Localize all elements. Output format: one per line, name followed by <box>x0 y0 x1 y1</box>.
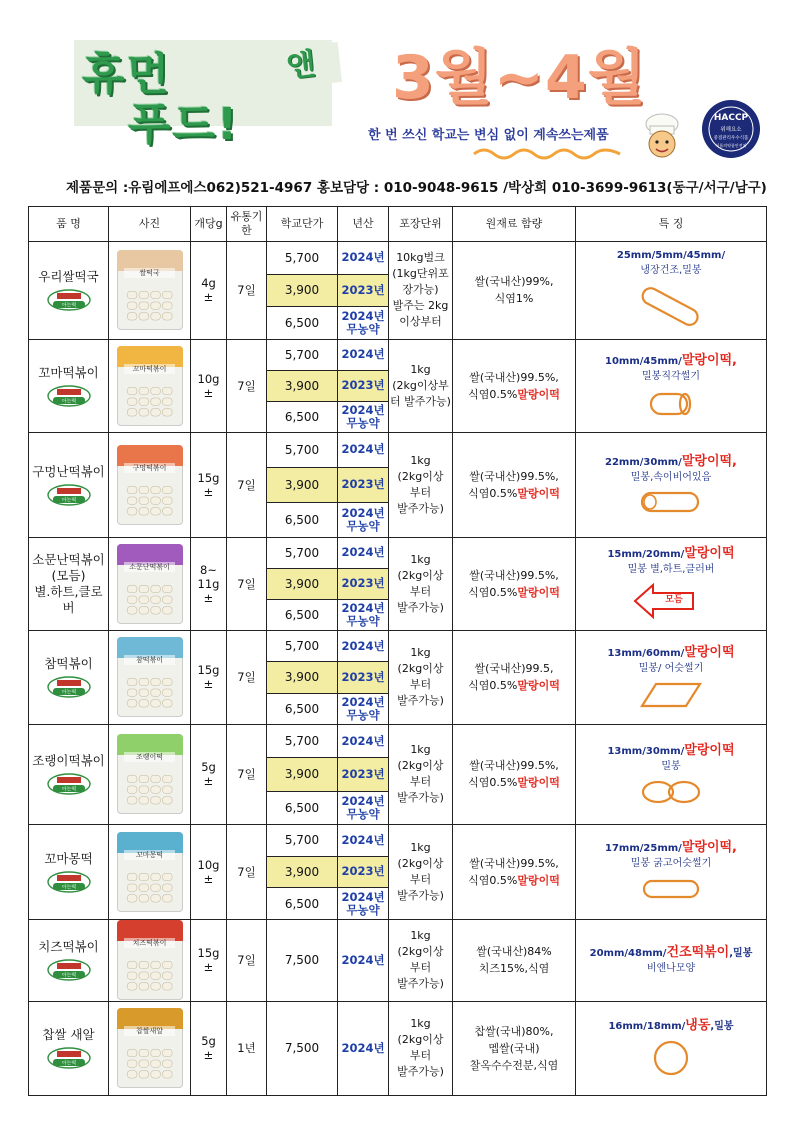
feature-note: 밀봉 별,하트,클러버 <box>627 564 715 576</box>
col-photo: 사진 <box>109 207 191 242</box>
harvest-year: 2024년 <box>338 630 389 661</box>
product-name: 치즈떡볶이 <box>38 939 99 955</box>
feature-spec: 16mm/18mm/냉동,밀봉 <box>608 1018 734 1034</box>
certification-badge <box>47 289 91 311</box>
bag-label: 소문난떡볶이 <box>124 562 174 572</box>
product-photo-cell <box>109 919 191 1001</box>
certification-badge <box>47 871 91 893</box>
feature-note: 밀봉,속이비어있음 <box>630 472 712 484</box>
product-name: 꼬마떡볶이 <box>38 364 99 380</box>
ingredients: 쌀(국내산)99.5%, 식염0.5%말랑이떡 <box>453 824 576 919</box>
feature-note: 밀봉/ 어슷썰기 <box>638 662 704 674</box>
school-price: 6,500 <box>267 599 338 630</box>
product-name-cell <box>29 432 109 537</box>
product-name: 찹쌀 새알 <box>42 1027 95 1043</box>
table-row <box>29 630 767 661</box>
features <box>576 242 767 340</box>
product-photo <box>117 920 183 1000</box>
feature-highlight: 말랑이떡 <box>684 742 735 758</box>
ingredients: 찹쌀(국내)80%, 멥쌀(국내) 찰옥수수전분,식염 <box>453 1001 576 1095</box>
bag-label: 참떡볶이 <box>124 655 174 665</box>
product-name-cell <box>29 1001 109 1095</box>
school-price: 3,900 <box>267 568 338 599</box>
harvest-year: 2024년 무농약 <box>338 888 389 920</box>
school-price: 5,700 <box>267 432 338 467</box>
unit-weight: 10g ± <box>191 824 227 919</box>
feature-highlight: 말랑이떡, <box>681 454 737 470</box>
unit-weight: 8~ 11g ± <box>191 537 227 630</box>
harvest-year: 2023년 <box>338 274 389 307</box>
product-name-cell <box>29 339 109 432</box>
bag-label: 꼬마몽떡 <box>124 850 174 860</box>
ingredients-highlight: 말랑이떡 <box>517 776 560 790</box>
certification-badge-label: 아는떡 <box>61 497 76 504</box>
feature-spec: 25mm/5mm/45mm/ <box>616 250 726 262</box>
school-price: 6,500 <box>267 693 338 724</box>
rice-cake-icon <box>122 383 177 421</box>
table-row <box>29 724 767 757</box>
features <box>576 919 767 1001</box>
certification-badge-label: 아는떡 <box>61 690 76 697</box>
table-row <box>29 824 767 856</box>
harvest-year: 2023년 <box>338 856 389 888</box>
shelf-life: 7일 <box>227 432 267 537</box>
features <box>576 537 767 630</box>
product-photo-cell <box>109 1001 191 1095</box>
feature-highlight: 말랑이떡, <box>681 353 737 369</box>
harvest-year: 2024년 무농약 <box>338 599 389 630</box>
certification-badge-label: 아는떡 <box>61 1061 76 1068</box>
col-pack: 포장단위 <box>389 207 453 242</box>
ingredients-highlight: 말랑이떡 <box>517 585 560 599</box>
bag-label: 찹쌀새알 <box>124 1026 174 1036</box>
shape-cylinder-icon <box>641 388 701 418</box>
unit-weight: 15g ± <box>191 432 227 537</box>
harvest-year: 2023년 <box>338 758 389 791</box>
certification-badge <box>47 773 91 795</box>
rice-cake-icon <box>122 674 177 712</box>
product-photo-cell <box>109 724 191 824</box>
bag-label: 조랭이떡 <box>124 752 174 762</box>
shape-lozenge-icon <box>636 875 706 903</box>
rice-cake-icon <box>122 1045 177 1083</box>
rice-cake-icon <box>122 957 177 995</box>
pack-unit: 1kg (2kg이상 부터 발주가능) <box>389 537 453 630</box>
feature-spec: 13mm/60mm/말랑이떡 <box>607 644 735 660</box>
product-name: 참떡볶이 <box>44 656 93 672</box>
shelf-life: 7일 <box>227 919 267 1001</box>
shelf-life: 1년 <box>227 1001 267 1095</box>
school-price: 3,900 <box>267 758 338 791</box>
unit-weight: 15g ± <box>191 919 227 1001</box>
product-name: 구멍난떡볶이 <box>32 463 105 479</box>
harvest-year: 2024년 <box>338 919 389 1001</box>
bag-label: 구멍떡볶이 <box>124 463 174 473</box>
harvest-year: 2024년 <box>338 1001 389 1095</box>
product-name: 우리쌀떡국 <box>38 269 99 285</box>
col-name: 품 명 <box>29 207 109 242</box>
unit-weight: 15g ± <box>191 630 227 724</box>
feature-spec: 22mm/30mm/말랑이떡, <box>605 454 737 470</box>
bag-label: 꼬마떡볶이 <box>124 364 174 374</box>
feature-spec: 10mm/45mm/말랑이떡, <box>605 353 737 369</box>
ingredients: 쌀(국내산)99.5%, 식염0.5%말랑이떡 <box>453 339 576 432</box>
product-name-cell <box>29 919 109 1001</box>
product-photo-cell <box>109 824 191 919</box>
school-price: 3,900 <box>267 856 338 888</box>
feature-highlight: 건조떡볶이 <box>666 944 730 960</box>
contact-line: 제품문의 :유림에프에스062)521-4967 홍보담당 : 010-9048-9615 /박상희 010-3699-9613(동구/서구/남구) <box>66 180 767 196</box>
shelf-life: 7일 <box>227 630 267 724</box>
certification-badge-label: 아는떡 <box>61 973 76 980</box>
arrow-label: 모듬 <box>665 595 683 606</box>
pack-unit: 1kg (2kg이상 부터 발주가능) <box>389 1001 453 1095</box>
feature-spec: 20mm/48mm/건조떡볶이,밀봉 <box>589 944 753 960</box>
school-price: 5,700 <box>267 630 338 661</box>
table-row <box>29 339 767 370</box>
ingredients: 쌀(국내산)99.5%, 식염0.5%말랑이떡 <box>453 537 576 630</box>
school-price: 7,500 <box>267 919 338 1001</box>
school-price: 6,500 <box>267 307 338 340</box>
product-photo <box>117 832 183 912</box>
col-ingredients: 원재료 함량 <box>453 207 576 242</box>
logo-line-1: 휴먼 <box>82 49 172 100</box>
product-name: 소문난떡볶이 (모듬) 별.하트,클로버 <box>32 551 105 615</box>
ingredients: 쌀(국내산)99.5%, 식염0.5%말랑이떡 <box>453 724 576 824</box>
certification-badge <box>47 1047 91 1069</box>
product-photo <box>117 544 183 624</box>
school-price: 5,700 <box>267 242 338 275</box>
feature-spec: 15mm/20mm/말랑이떡 <box>607 546 735 562</box>
school-price: 6,500 <box>267 888 338 920</box>
unit-weight: 10g ± <box>191 339 227 432</box>
school-price: 7,500 <box>267 1001 338 1095</box>
feature-note: 냉장건조,밀봉 <box>640 265 702 277</box>
certification-badge <box>47 385 91 407</box>
feature-note: 비엔나모양 <box>646 962 696 974</box>
table-row <box>29 1001 767 1095</box>
unit-weight: 5g ± <box>191 724 227 824</box>
shape-double-icon <box>636 778 706 806</box>
product-photo <box>117 1008 183 1088</box>
table-row <box>29 242 767 275</box>
product-photo <box>117 637 183 717</box>
feature-highlight: 말랑이떡 <box>684 644 735 660</box>
shape-hollow-icon <box>636 489 706 515</box>
product-name-cell <box>29 630 109 724</box>
table-row <box>29 432 767 467</box>
bag-label: 치즈떡볶이 <box>124 938 174 948</box>
certification-badge-label: 아는떡 <box>61 884 76 891</box>
arrow-callout <box>631 581 711 621</box>
school-price: 5,700 <box>267 339 338 370</box>
product-name-cell <box>29 824 109 919</box>
haccp-line-2: 중점관리우수식품 <box>713 136 749 141</box>
unit-weight: 5g ± <box>191 1001 227 1095</box>
pack-unit: 1kg (2kg이상 부터 발주가능) <box>389 630 453 724</box>
harvest-year: 2023년 <box>338 370 389 401</box>
school-price: 5,700 <box>267 724 338 757</box>
unit-weight: 4g ± <box>191 242 227 340</box>
feature-note: 밀봉 굵고어슷썰기 <box>630 858 712 870</box>
wave-underline-icon <box>472 146 624 160</box>
pack-unit: 1kg (2kg이상 부터 발주가능) <box>389 432 453 537</box>
school-price: 6,500 <box>267 791 338 824</box>
harvest-year: 2024년 무농약 <box>338 307 389 340</box>
harvest-year: 2024년 무농약 <box>338 502 389 537</box>
certification-badge <box>47 676 91 698</box>
harvest-year: 2024년 <box>338 537 389 568</box>
feature-spec: 17mm/25mm/말랑이떡, <box>605 840 737 856</box>
shape-circle-icon <box>649 1038 693 1078</box>
product-name: 꼬마몽떡 <box>44 850 93 866</box>
features <box>576 824 767 919</box>
product-photo <box>117 734 183 814</box>
ingredients-highlight: 말랑이떡 <box>517 486 560 500</box>
col-weight: 개당g <box>191 207 227 242</box>
feature-highlight: 냉동 <box>685 1018 711 1034</box>
shape-oval-slant-icon <box>626 282 716 332</box>
school-price: 3,900 <box>267 274 338 307</box>
table-row <box>29 919 767 1001</box>
feature-spec: 13mm/30mm/말랑이떡 <box>607 742 735 758</box>
product-photo <box>117 445 183 525</box>
table-header-row <box>29 207 767 242</box>
ingredients: 쌀(국내산)99.5%, 식염0.5%말랑이떡 <box>453 432 576 537</box>
features <box>576 1001 767 1095</box>
period-title: 3월~4월 <box>392 43 647 113</box>
product-photo-cell <box>109 630 191 724</box>
header <box>0 0 794 170</box>
col-shelf: 유통기한 <box>227 207 267 242</box>
shape-parallelogram-icon <box>636 680 706 710</box>
pack-unit: 1kg (2kg이상 부터 발주가능) <box>389 724 453 824</box>
feature-note: 밀봉직각썰기 <box>642 371 700 383</box>
feature-note: 밀봉 <box>661 760 681 772</box>
harvest-year: 2024년 무농약 <box>338 401 389 432</box>
ingredients: 쌀(국내산)99.5, 식염0.5%말랑이떡 <box>453 630 576 724</box>
pack-unit: 1kg (2kg이상 부터 발주가능) <box>389 919 453 1001</box>
product-photo <box>117 250 183 330</box>
harvest-year: 2024년 <box>338 432 389 467</box>
certification-badge-label: 아는떡 <box>61 787 76 794</box>
school-price: 6,500 <box>267 502 338 537</box>
pack-unit: 10kg벌크 (1kg단위포장가능) 발주는 2kg이상부터 <box>389 242 453 340</box>
rice-cake-icon <box>122 482 177 520</box>
rice-cake-icon <box>122 581 177 619</box>
pack-unit: 1kg (2kg이상 부터 발주가능) <box>389 824 453 919</box>
harvest-year: 2024년 무농약 <box>338 791 389 824</box>
rice-cake-icon <box>122 869 177 907</box>
school-price: 6,500 <box>267 401 338 432</box>
school-price: 3,900 <box>267 370 338 401</box>
ingredients: 쌀(국내산)99%, 식염1% <box>453 242 576 340</box>
rice-cake-icon <box>122 771 177 809</box>
feature-highlight: 말랑이떡, <box>681 840 737 856</box>
certification-badge-label: 아는떡 <box>61 303 76 310</box>
shelf-life: 7일 <box>227 724 267 824</box>
school-price: 5,700 <box>267 824 338 856</box>
harvest-year: 2023년 <box>338 662 389 693</box>
school-price: 3,900 <box>267 467 338 502</box>
slogan: 한 번 쓰신 학교는 변심 없이 계속쓰는제품 <box>368 128 609 143</box>
certification-badge <box>47 959 91 981</box>
school-price: 5,700 <box>267 537 338 568</box>
rice-cake-icon <box>122 287 177 325</box>
harvest-year: 2024년 <box>338 724 389 757</box>
col-year: 년산 <box>338 207 389 242</box>
pack-unit: 1kg (2kg이상부터 발주가능) <box>389 339 453 432</box>
product-name-cell <box>29 242 109 340</box>
ingredients-highlight: 말랑이떡 <box>517 873 560 887</box>
haccp-title: HACCP <box>713 113 749 123</box>
shelf-life: 7일 <box>227 339 267 432</box>
product-name-cell <box>29 537 109 630</box>
product-photo-cell <box>109 537 191 630</box>
shelf-life: 7일 <box>227 824 267 919</box>
product-photo-cell <box>109 339 191 432</box>
harvest-year: 2024년 <box>338 824 389 856</box>
ingredients-highlight: 말랑이떡 <box>517 387 560 401</box>
shelf-life: 7일 <box>227 242 267 340</box>
product-name: 조랭이떡볶이 <box>32 753 105 769</box>
haccp-badge <box>702 100 760 158</box>
certification-badge-label: 아는떡 <box>61 398 76 405</box>
shelf-life: 7일 <box>227 537 267 630</box>
product-photo-cell <box>109 242 191 340</box>
logo-line-2: 푸드! <box>128 99 240 150</box>
product-name-cell <box>29 724 109 824</box>
certification-badge <box>47 484 91 506</box>
chef-icon <box>640 112 684 160</box>
feature-highlight: 말랑이떡 <box>684 546 735 562</box>
product-table <box>28 206 767 1096</box>
ingredients: 쌀(국내산)84% 치즈15%,식염 <box>453 919 576 1001</box>
haccp-line-1: 위해요소 <box>720 127 742 133</box>
bag-label: 쌀떡국 <box>124 268 174 278</box>
features <box>576 724 767 824</box>
product-photo <box>117 346 183 426</box>
school-price: 3,900 <box>267 662 338 693</box>
product-photo-cell <box>109 432 191 537</box>
harvest-year: 2023년 <box>338 467 389 502</box>
col-features: 특 징 <box>576 207 767 242</box>
harvest-year: 2024년 <box>338 339 389 370</box>
table-row <box>29 537 767 568</box>
ingredients-highlight: 말랑이떡 <box>517 679 560 693</box>
harvest-year: 2023년 <box>338 568 389 599</box>
harvest-year: 2024년 <box>338 242 389 275</box>
features <box>576 432 767 537</box>
harvest-year: 2024년 무농약 <box>338 693 389 724</box>
features <box>576 630 767 724</box>
features <box>576 339 767 432</box>
haccp-line-3: 식품의약품안전처 <box>715 143 747 148</box>
logo-and: 앤 <box>260 42 342 90</box>
col-price: 학교단가 <box>267 207 338 242</box>
